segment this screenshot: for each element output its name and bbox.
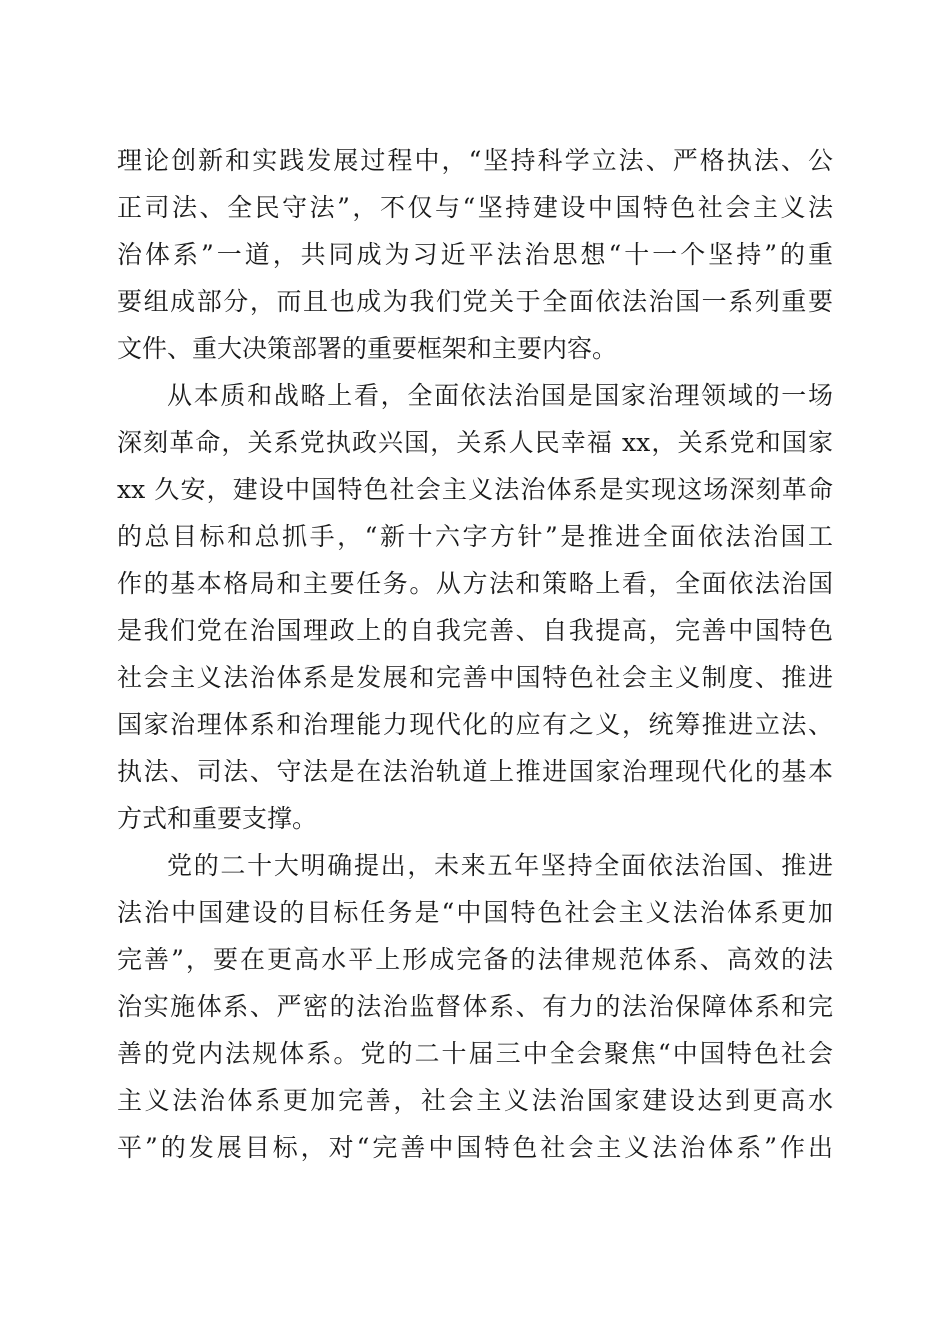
text-line: 主义法治体系更加完善，社会主义法治国家建设达到更高水 xyxy=(117,1086,833,1115)
text-line: xx 久安，建设中国特色社会主义法治体系是实现这场深刻革命 xyxy=(117,475,833,504)
text-line: 国家治理体系和治理能力现代化的应有之义，统筹推进立法、 xyxy=(117,710,833,739)
text-line: 要组成部分，而且也成为我们党关于全面依法治国一系列重要 xyxy=(117,287,833,316)
text-line: 执法、司法、守法是在法治轨道上推进国家治理现代化的基本 xyxy=(117,757,833,786)
text-line: 善的党内法规体系。党的二十届三中全会聚焦“中国特色社会 xyxy=(117,1039,833,1068)
text-line: 方式和重要支撑。 xyxy=(117,804,318,833)
paragraph-first-line: 从本质和战略上看，全面依法治国是国家治理领域的一场 xyxy=(167,381,833,410)
text-line: 深刻革命，关系党执政兴国，关系人民幸福 xx，关系党和国家 xyxy=(117,428,833,457)
paragraph-first-line: 党的二十大明确提出，未来五年坚持全面依法治国、推进 xyxy=(167,851,833,880)
text-line: 治体系”一道，共同成为习近平法治思想“十一个坚持”的重 xyxy=(117,240,833,269)
text-line: 理论创新和实践发展过程中，“坚持科学立法、严格执法、公 xyxy=(117,146,833,175)
text-line: 作的基本格局和主要任务。从方法和策略上看，全面依法治国 xyxy=(117,569,833,598)
text-line: 完善”，要在更高水平上形成完备的法律规范体系、高效的法 xyxy=(117,945,833,974)
text-line: 平”的发展目标，对“完善中国特色社会主义法治体系”作出 xyxy=(117,1133,833,1162)
text-line: 社会主义法治体系是发展和完善中国特色社会主义制度、推进 xyxy=(117,663,833,692)
text-line: 文件、重大决策部署的重要框架和主要内容。 xyxy=(117,334,618,363)
text-line: 是我们党在治国理政上的自我完善、自我提高，完善中国特色 xyxy=(117,616,833,645)
text-line: 的总目标和总抓手，“新十六字方针”是推进全面依法治国工 xyxy=(117,522,833,551)
text-line: 正司法、全民守法”，不仅与“坚持建设中国特色社会主义法 xyxy=(117,193,833,222)
text-line: 法治中国建设的目标任务是“中国特色社会主义法治体系更加 xyxy=(117,898,833,927)
text-line: 治实施体系、严密的法治监督体系、有力的法治保障体系和完 xyxy=(117,992,833,1021)
